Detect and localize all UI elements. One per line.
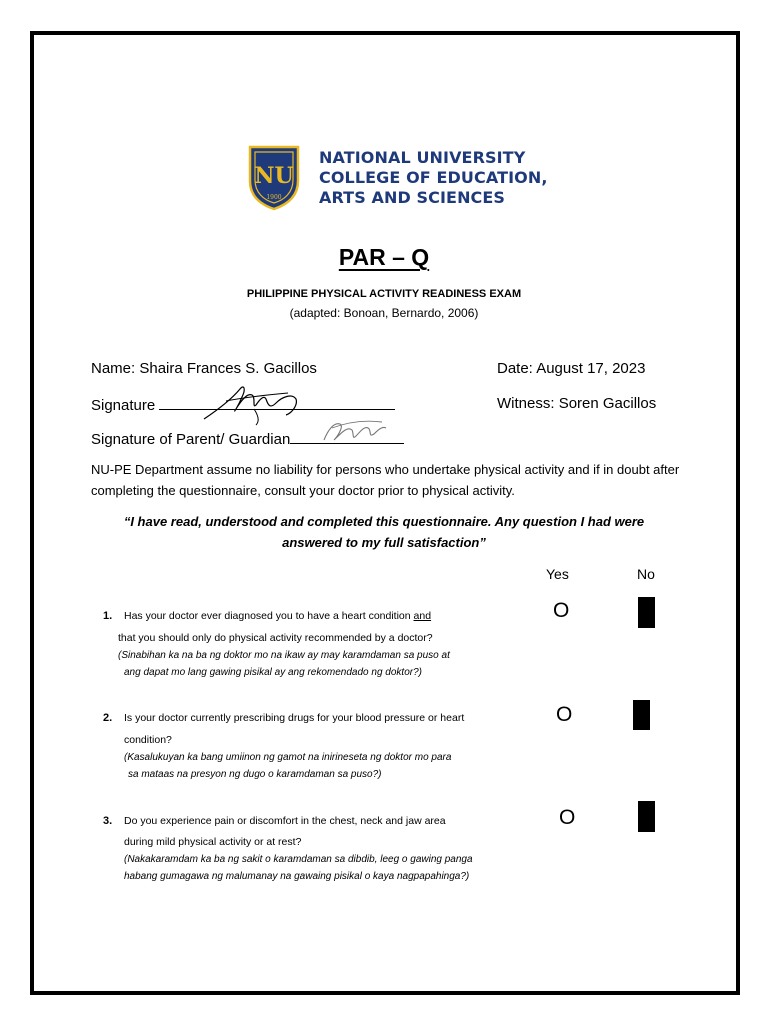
question-2-line-2: condition? xyxy=(124,734,172,746)
question-3-translation-1: (Nakakaramdam ka ba ng sakit o karamdaman sa dibdib, leeg o gawing panga xyxy=(124,854,473,865)
date-label: Date: xyxy=(497,360,533,377)
university-seal-logo xyxy=(246,143,302,211)
liability-disclaimer: NU-PE Department assume no liability for persons who undertake physical activity and if in doubt after completing the questionnaire, consult your doctor prior to physical activity. xyxy=(91,462,680,498)
question-3-number: 3. xyxy=(103,815,113,827)
name-field xyxy=(91,360,317,377)
question-2-line-1: Is your doctor currently prescribing drugs for your blood pressure or heart xyxy=(124,712,465,724)
institution-line-1: NATIONAL UNIVERSITY xyxy=(319,148,526,167)
witness-label: Witness: xyxy=(497,395,555,412)
name-label: Name: xyxy=(91,360,136,377)
adapted-source: (adapted: Bonoan, Bernardo, 2006) xyxy=(289,306,479,320)
question-3-no-selected[interactable] xyxy=(638,801,655,832)
question-1-line-2: that you should only do physical activity recommended by a doctor? xyxy=(118,632,433,644)
parent-signature-label: Signature of Parent/ Guardian xyxy=(91,431,291,448)
question-3-line-1: Do you experience pain or discomfort in the chest, neck and jaw area xyxy=(124,815,446,827)
exam-subtitle: PHILIPPINE PHYSICAL ACTIVITY READINESS EXAM xyxy=(246,288,522,300)
question-2-no-selected[interactable] xyxy=(633,700,650,730)
institution-line-3: ARTS AND SCIENCES xyxy=(319,188,506,207)
signature-label: Signature xyxy=(91,397,156,414)
logo-letters: NU xyxy=(254,163,294,189)
witness-value: Soren Gacillos xyxy=(558,395,657,412)
question-1-translation-1: (Sinabihan ka na ba ng doktor mo na ikaw ay may karamdaman sa puso at xyxy=(118,650,450,661)
parent-signature-drawing xyxy=(318,414,390,446)
institution-line-2: COLLEGE OF EDUCATION, xyxy=(319,168,548,187)
question-2-number: 2. xyxy=(103,712,113,724)
question-3-line-2: during mild physical activity or at rest? xyxy=(124,836,302,848)
student-signature-drawing xyxy=(196,379,306,427)
no-column-header: No xyxy=(637,566,655,582)
institution-name xyxy=(319,148,548,208)
date-value: August 17, 2023 xyxy=(536,360,646,377)
question-1-line-1 xyxy=(124,606,431,627)
question-1-number: 1. xyxy=(103,610,113,622)
question-1-text: Has your doctor ever diagnosed you to have a heart condition xyxy=(124,610,411,622)
question-1-yes-option[interactable]: O xyxy=(553,599,570,622)
date-field xyxy=(497,360,645,377)
question-3-translation-2: habang gumagawa ng malumanay na gawaing pisikal o kaya nagpapahinga?) xyxy=(124,871,470,882)
question-2-translation-1: (Kasalukuyan ka bang umiinon ng gamot na inirineseta ng doktor mo para xyxy=(124,752,452,763)
question-3-yes-option[interactable]: O xyxy=(559,806,576,829)
witness-field xyxy=(497,395,656,412)
question-1-no-selected[interactable] xyxy=(638,597,655,628)
question-1-emphasis: and xyxy=(413,610,432,622)
question-2-translation-2: sa mataas na presyon ng dugo o karamdaman sa puso?) xyxy=(128,769,382,780)
declaration-statement: “I have read, understood and completed this questionnaire. Any question I had were answered to my full satisfaction” xyxy=(123,514,645,550)
question-1-translation-2: ang dapat mo lang gawing pisikal ay ang rekomendado ng doktor?) xyxy=(124,667,422,678)
question-2-yes-option[interactable]: O xyxy=(556,703,573,726)
page-title: PAR – Q xyxy=(338,244,430,270)
yes-column-header: Yes xyxy=(546,566,569,582)
logo-year: 1900 xyxy=(266,194,282,201)
name-value: Shaira Frances S. Gacillos xyxy=(139,360,317,377)
